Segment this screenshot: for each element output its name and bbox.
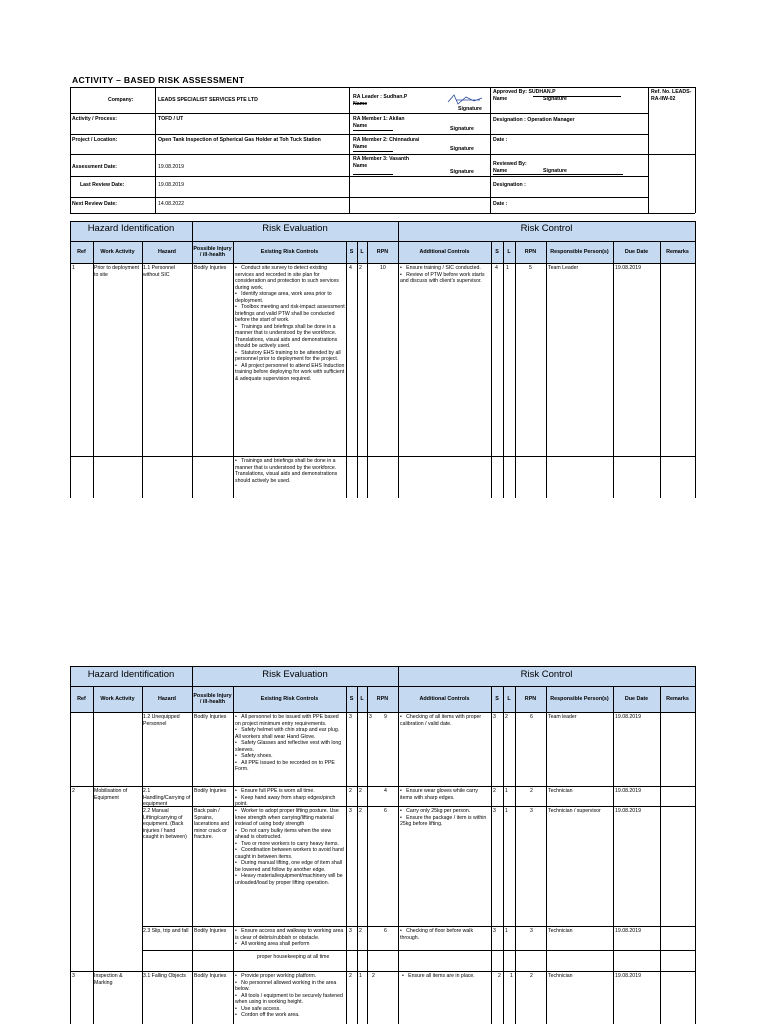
p2-col-l2: L xyxy=(507,695,511,702)
p1-row1-due: 19.08.2019 xyxy=(615,265,641,271)
p2-col-s: S xyxy=(349,695,354,702)
p2-section-risk-evaluation: Risk Evaluation xyxy=(262,669,328,680)
ra-leader: RA Leader : Sudhan.P xyxy=(353,94,408,100)
p2-row4-hazard: 2.3 Slip, trip and fall xyxy=(143,928,189,934)
p2-row4-rpn: 6 xyxy=(384,928,387,934)
p2-row1-due: 19.08.2019 xyxy=(615,714,641,720)
p1-row1-responsible: Team Leader xyxy=(548,265,579,271)
ra-member2-signature-label: Signature xyxy=(450,146,474,152)
activity-value: TOFD / UT xyxy=(158,116,184,122)
p2-row5-injury: Bodily Injuries xyxy=(194,973,227,979)
company-value: LEADS SPECIALIST SERVICES PTE LTD xyxy=(158,97,258,103)
p1-row2-controls: • Trainings and briefings shall be done in a manner that is understood by the workforce. Translations, visual aids and demonstrations should actively be used. xyxy=(235,458,345,484)
ra-member2-name-label: Name xyxy=(353,144,368,150)
p2-row2-s2: 2 xyxy=(493,788,496,794)
assessment-date-label: Assessment Date: xyxy=(72,164,117,170)
p2-row4-s2: 3 xyxy=(493,928,496,934)
reviewed-name-label: Name xyxy=(493,168,508,174)
p2-row5-hazard: 3.1 Falling Objects xyxy=(143,973,186,979)
p2-row3-responsible: Technician / supervisor xyxy=(548,808,601,814)
p2-row5-responsible: Technician xyxy=(548,973,573,979)
p2-row4-l: 2 xyxy=(359,928,362,934)
p2-row3-rpn: 6 xyxy=(384,808,387,814)
p2-row1-rpn2: 6 xyxy=(530,714,533,720)
p2-row2-rpn: 4 xyxy=(384,788,387,794)
p2-row3-s2: 3 xyxy=(493,808,496,814)
ra-member3: RA Member 3: Vasanth xyxy=(353,156,410,162)
p2-row4-s: 3 xyxy=(349,928,352,934)
p2-col-remarks: Remarks xyxy=(666,695,689,702)
section-risk-evaluation: Risk Evaluation xyxy=(262,223,328,234)
p2-col-responsible: Responsible Person(s) xyxy=(550,695,609,702)
p1-col-rpn: RPN xyxy=(376,248,389,255)
company-label: Company: xyxy=(108,97,134,103)
p2-col-additional-controls: Additional Controls xyxy=(419,695,470,702)
p2-row2-due: 19.08.2019 xyxy=(615,788,641,794)
p2-row5-l2: 1 xyxy=(510,973,513,979)
p2-col-l: L xyxy=(360,695,364,702)
p2-row2-s: 2 xyxy=(349,788,352,794)
date-1: Date : xyxy=(493,137,508,143)
p2-row5-s2: 2 xyxy=(498,973,501,979)
p1-col-work-activity: Work Activity xyxy=(100,248,135,255)
p2-row3-controls: • Worker to adopt proper lifting posture. Use knee strength when carrying/lifting material instead of using body strength • Do not carry bulky items when the view ahead is obstructed. • Two or more workers to carry heavy items. • Coordination between workers to avoid hand caught in between items. • During manual lifting, one edge of item shall be lowered and follow by another edge. • Heavy material/equipment/machinery will be unloaded/load by proper lifting operation. xyxy=(235,808,345,886)
p2-row4-controls: • Ensure access and walkway to working area is clear of debris/rubbish or obstacle. • All working area shall perform xyxy=(235,928,345,948)
p1-col-s: S xyxy=(349,248,354,255)
p1-row1-injury: Bodily Injuries xyxy=(194,265,227,271)
p2-row3-s: 3 xyxy=(349,808,352,814)
p1-col-l2: L xyxy=(507,248,511,255)
p2-row4-additional: • Checking of floor before walk through. xyxy=(400,928,490,941)
ra-member3-signature-label: Signature xyxy=(450,169,474,175)
ra-member3-name-label: Name xyxy=(353,163,368,169)
p1-col-l: L xyxy=(360,248,364,255)
p2-row5-l: 1 xyxy=(359,973,362,979)
p2-col-hazard: Hazard xyxy=(158,695,176,702)
next-review-label: Next Review Date: xyxy=(72,201,117,207)
p2-row3-l2: 1 xyxy=(505,808,508,814)
ra-member2: RA Member 2: Chinnadurai xyxy=(353,137,420,143)
approved-signature-label: Signature xyxy=(543,96,567,102)
p1-col-rpn2: RPN xyxy=(524,248,537,255)
p2-row5-rpn2: 2 xyxy=(530,973,533,979)
p2-row2-l2: 1 xyxy=(505,788,508,794)
p2-col-ref: Ref xyxy=(77,695,86,702)
section-risk-control: Risk Control xyxy=(520,223,573,234)
p2-row4-l2: 1 xyxy=(505,928,508,934)
p1-col-hazard: Hazard xyxy=(158,248,176,255)
p1-col-existing-controls: Existing Risk Controls xyxy=(260,248,319,255)
p1-col-ref: Ref xyxy=(77,248,86,255)
reviewed-signature-label: Signature xyxy=(543,168,567,174)
p2-row2-activity: Mobilisation of Equipment xyxy=(94,788,128,801)
p1-col-additional-controls: Additional Controls xyxy=(419,248,470,255)
p2-col-possible-injury: Possible Injury / ill-health xyxy=(193,692,232,705)
p2-col-s2: S xyxy=(495,695,499,702)
handwritten-signature xyxy=(446,92,486,108)
p2-row1-hazard: 1.2 Unequipped Personnel xyxy=(143,714,180,727)
p2-row5-controls: • Provide proper working platform. • No personnel allowed working in the area below. • All tools / equipment to be securely fastened when using in working height. • Use safe access. • Cordon off the work area. xyxy=(235,973,345,1019)
p2-row2-additional: • Ensure wear gloves while carry items with sharp edges. xyxy=(400,788,490,801)
ra-member1-name-label: Name xyxy=(353,123,368,129)
next-review-value: 14.08.2022 xyxy=(158,201,184,207)
last-review-value: 19.08.2019 xyxy=(158,182,184,188)
ra-member1: RA Member 1: Akilan xyxy=(353,116,405,122)
p1-row1-rpn2: 5 xyxy=(529,265,532,271)
approved-by: Approved By: SUDHAN.P xyxy=(493,89,556,95)
p2-row1-additional: • Checking of all items with proper calibration / valid date. xyxy=(400,714,490,727)
p2-col-rpn: RPN xyxy=(376,695,389,702)
p2-row4-responsible: Technician xyxy=(548,928,573,934)
p2-row1-injury: Bodily Injuries xyxy=(194,714,227,720)
designation-1: Designation : Operation Manager xyxy=(493,117,575,123)
p2-row1-controls: • All personnel to be issued with PPE based on project minimum entry requirements. • Safety helmet with chin strap and ear plug. All workers shall wear Hand Glove. • Safety Glasses and reflective vest with long sleeves. • Safety shoes. • All PPE issued to be recorded on to PPE Form. xyxy=(235,714,345,773)
assessment-date-value: 19.08.2019 xyxy=(158,164,184,170)
project-label: Project / Location: xyxy=(72,137,118,143)
p2-row1-s: 3 xyxy=(349,714,352,720)
p2-row3-due: 19.08.2019 xyxy=(615,808,641,814)
p1-col-remarks: Remarks xyxy=(666,248,689,255)
p2-row3-rpn2: 3 xyxy=(530,808,533,814)
approved-name-label: Name xyxy=(493,96,508,102)
p2-section-hazard-identification: Hazard Identification xyxy=(87,669,175,680)
p1-col-responsible: Responsible Person(s) xyxy=(550,248,609,255)
project-value: Open Tank Inspection of Spherical Gas Holder at Toh Tuck Station xyxy=(158,137,321,143)
p2-row2-hazard: 2.1 Handling/Carrying of equipment xyxy=(143,788,191,807)
p2-row5-due: 19.08.2019 xyxy=(615,973,641,979)
p2-row2-controls: • Ensure full PPE is worn all time. • Keep hand away from sharp edges/pinch point. xyxy=(235,788,345,808)
p2-col-due-date: Due Date xyxy=(624,695,649,702)
p2-row5-activity: Inspection & Marking xyxy=(94,973,123,986)
p2-row5-additional: • Ensure all items are in place. xyxy=(402,973,490,980)
p2-row1-l: 3 xyxy=(369,714,372,720)
p2-row2-injury: Bodily Injuries xyxy=(194,788,227,794)
p2-row2-responsible: Technician xyxy=(548,788,573,794)
p2-row1-rpn: 9 xyxy=(384,714,387,720)
p2-row4-rpn2: 3 xyxy=(530,928,533,934)
p2-row5-ref: 3 xyxy=(72,973,75,979)
p2-row4-due: 19.08.2019 xyxy=(615,928,641,934)
p2-section-risk-control: Risk Control xyxy=(520,669,573,680)
designation-2: Designation : xyxy=(493,182,526,188)
date-2: Date : xyxy=(493,201,508,207)
p2-col-work-activity: Work Activity xyxy=(100,695,135,702)
p1-row1-rpn: 10 xyxy=(380,265,386,271)
document-title: ACTIVITY – BASED RISK ASSESSMENT xyxy=(72,75,245,85)
p2-col-rpn2: RPN xyxy=(524,695,537,702)
ref-number: Ref. No. LEADS-RA-IIW-02 xyxy=(651,89,692,102)
p1-row1-l2: 1 xyxy=(506,265,509,271)
p2-row1-s2: 3 xyxy=(493,714,496,720)
ra-leader-signature-label: Signature xyxy=(458,106,482,112)
p2-row2-ref: 2 xyxy=(72,788,75,794)
p1-row1-additional: • Ensure training / SIC conducted. • Review of PTW before work starts and discuss with client's supervisor. xyxy=(400,265,490,285)
p2-row3-l: 2 xyxy=(359,808,362,814)
p1-row1-hazard: 1.1 Personnel without SIC xyxy=(143,265,176,278)
reviewed-by: Reviewed By: xyxy=(493,161,527,167)
p1-col-s2: S xyxy=(495,248,499,255)
p2-row4-injury: Bodily Injuries xyxy=(194,928,227,934)
ra-leader-name-label: Name xyxy=(353,101,368,107)
p2-col-existing-controls: Existing Risk Controls xyxy=(260,695,319,702)
p2-row2-l: 2 xyxy=(359,788,362,794)
p1-col-possible-injury: Possible Injury / ill-health xyxy=(193,245,232,258)
p1-row1-s2: 4 xyxy=(495,265,498,271)
last-review-label: Last Review Date: xyxy=(80,182,125,188)
ra-member1-signature-label: Signature xyxy=(450,126,474,132)
p1-col-due-date: Due Date xyxy=(624,248,649,255)
p2-row1-responsible: Team leader xyxy=(548,714,577,720)
p1-row1-controls: • Conduct site survey to detect existing services and recorded in site plan for consideration and protection to such services during work. • Identify storage area, work area prior to deployment. • Toolbox meeting and risk-impact assessment briefings and valid PTW shall be conducted before the start of work. • Trainings and briefings shall be done in a manner that is understood by the workforce. Translations, visual aids and demonstrations should be actively used. • Statutory EHS training to be attended by all personnel prior to deployment for the project. • All project personnel to attend EHS Induction training before deploying for work with sufficient & adequate supervision required. xyxy=(235,265,345,382)
p2-row3-hazard: 2.2 Manual Lifting/carrying of equipment. (Back injuries / hand caught in between) xyxy=(143,808,187,840)
section-hazard-identification: Hazard Identification xyxy=(87,223,175,234)
activity-label: Activity / Process: xyxy=(72,116,117,122)
p2-row5-s: 2 xyxy=(349,973,352,979)
p1-row1-ref: 1 xyxy=(72,265,75,271)
p2-row4-continuation: proper housekeeping at all time xyxy=(257,954,330,960)
p1-row1-activity: Prior to deployment to site xyxy=(94,265,139,278)
p2-row2-rpn2: 2 xyxy=(530,788,533,794)
p2-row3-injury: Back pain / Sprains, lacerations and minor crack or fracture. xyxy=(194,808,230,840)
p2-row5-rpn: 2 xyxy=(372,973,375,979)
p1-row1-s: 4 xyxy=(349,265,352,271)
p2-row3-additional: • Carry only 25kg per person. • Ensure the package / item is within 25kg before lifting. xyxy=(400,808,490,828)
p2-row1-l2: 2 xyxy=(505,714,508,720)
p1-row1-l: 2 xyxy=(359,265,362,271)
